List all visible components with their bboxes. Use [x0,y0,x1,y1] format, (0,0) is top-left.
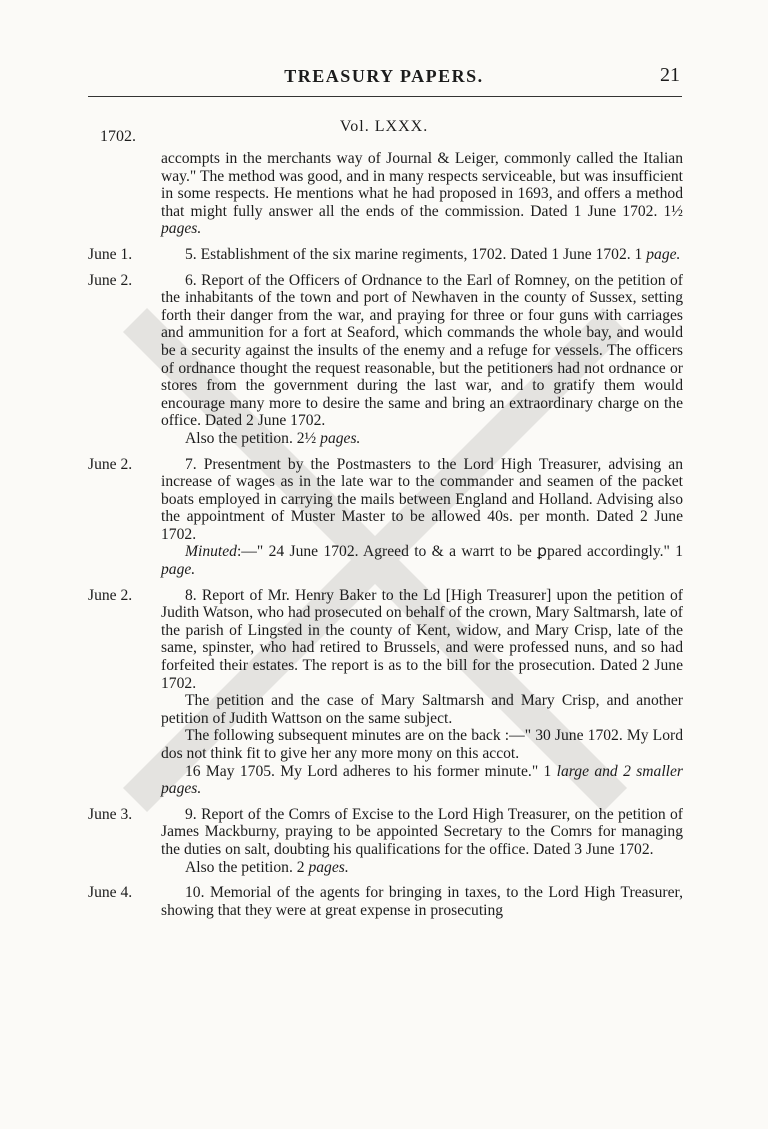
entry-note: The petition and the case of Mary Saltmarsh and Mary Crisp, and another petition of Judith Wattson on the same subject. [161,692,683,727]
entries-column [88,150,683,927]
entry-7 [88,455,683,579]
entry-note: Also the petition. 2½ [185,429,317,447]
continuation-entry [161,150,683,238]
entry-pages: page. [646,245,681,263]
entry-note-later: 16 May 1705. My Lord adheres to his former minute." 1 [185,762,552,780]
entry-8 [88,586,683,798]
entry-9 [88,805,683,876]
continuation-pages: pages. [161,220,202,238]
entry-pages: pages. [308,858,349,876]
entry-10 [88,884,683,919]
entry-text: 8. Report of Mr. Henry Baker to the Ld [High Treasurer] upon the petition of Judith Watson, who had prosecuted on behalf of the crown, Mary Saltmarsh, late of the parish of Lingsted in the county of Kent, widow, and Mary Crisp, late of the same, spinster, who had retired to Brussels, and were professed nuns, and so had forfeited their estates. The report is as to the bill for the prosecution. Dated 2 June 1702. [161,586,683,692]
entry-date: June 3. [88,805,133,823]
entry-note: Also the petition. 2 [185,858,305,876]
entry-text: 7. Presentment by the Postmasters to the Lord High Treasurer, advising an increase of wages as in the late war to the commander and seamen of the packet boats employed in carrying the mails between England and Holland. Advising also the appointment of Muster Master to be allowed 40s. per month. Dated 2 June 1702. [161,455,683,543]
entry-date: June 4. [88,884,133,902]
entry-date: June 2. [88,455,133,473]
entry-5 [88,245,683,264]
entry-pages: page. [161,561,196,579]
entry-pages: large and 2 smaller pages. [161,762,683,798]
running-head-title: TREASURY PAPERS. [284,66,484,86]
entry-text: 6. Report of the Officers of Ordnance to the Earl of Romney, on the petition of the inhabitants of the town and port of Newhaven in the county of Sussex, setting forth their danger from the war, and praying for three or four guns with carriages and ammunition for a fort at Seaford, which commands the whole bay, and would be a security against the insults of the enemy and a refuge for vessels. The officers of ordnance thought the request reasonable, but the petitioners had not ordnance or stores from the government during the last war, and to gratify them would encourage many more to desire the same and bring an extraordinary charge on the office. Dated 2 June 1702. [161,271,683,430]
entry-date: June 2. [88,271,133,289]
page-number: 21 [660,64,680,86]
entry-text: 9. Report of the Comrs of Excise to the Lord High Treasurer, on the petition of James Mackburny, praying to be appointed Secretary to the Comrs for managing the duties on salt, doubting his qualifications for the office. Dated 3 June 1702. [161,805,683,858]
volume-heading: Vol. LXXX. [339,118,429,135]
minuted-label: Minuted [185,543,237,561]
continuation-text: accompts in the merchants way of Journal & Leiger, commonly called the Italian way." The method was good, and in many respects serviceable, but was insufficient in some respects. He mentions what he had proposed in 1693, and offers a method that might fully answer all the ends of the commission. Dated 1 June 1702. 1½ [161,150,683,220]
entry-date: June 2. [88,586,133,604]
year-margin: 1702. [100,128,136,145]
entry-text: 10. Memorial of the agents for bringing in taxes, to the Lord High Treasurer, showing that they were at great expense in prosecuting [161,884,683,919]
entry-6 [88,271,683,448]
header-rule [88,96,682,97]
entry-pages: pages. [320,429,361,447]
entry-date: June 1. [88,245,133,263]
entry-note-minutes: The following subsequent minutes are on the back :—" 30 June 1702. My Lord dos not think fit to give her any more mony on this accot. [161,727,683,762]
minuted-text: :—" 24 June 1702. Agreed to & a warrt to be ꝑpared accordingly." 1 [236,543,683,561]
entry-text: 5. Establishment of the six marine regiments, 1702. Dated 1 June 1702. 1 [185,245,643,263]
